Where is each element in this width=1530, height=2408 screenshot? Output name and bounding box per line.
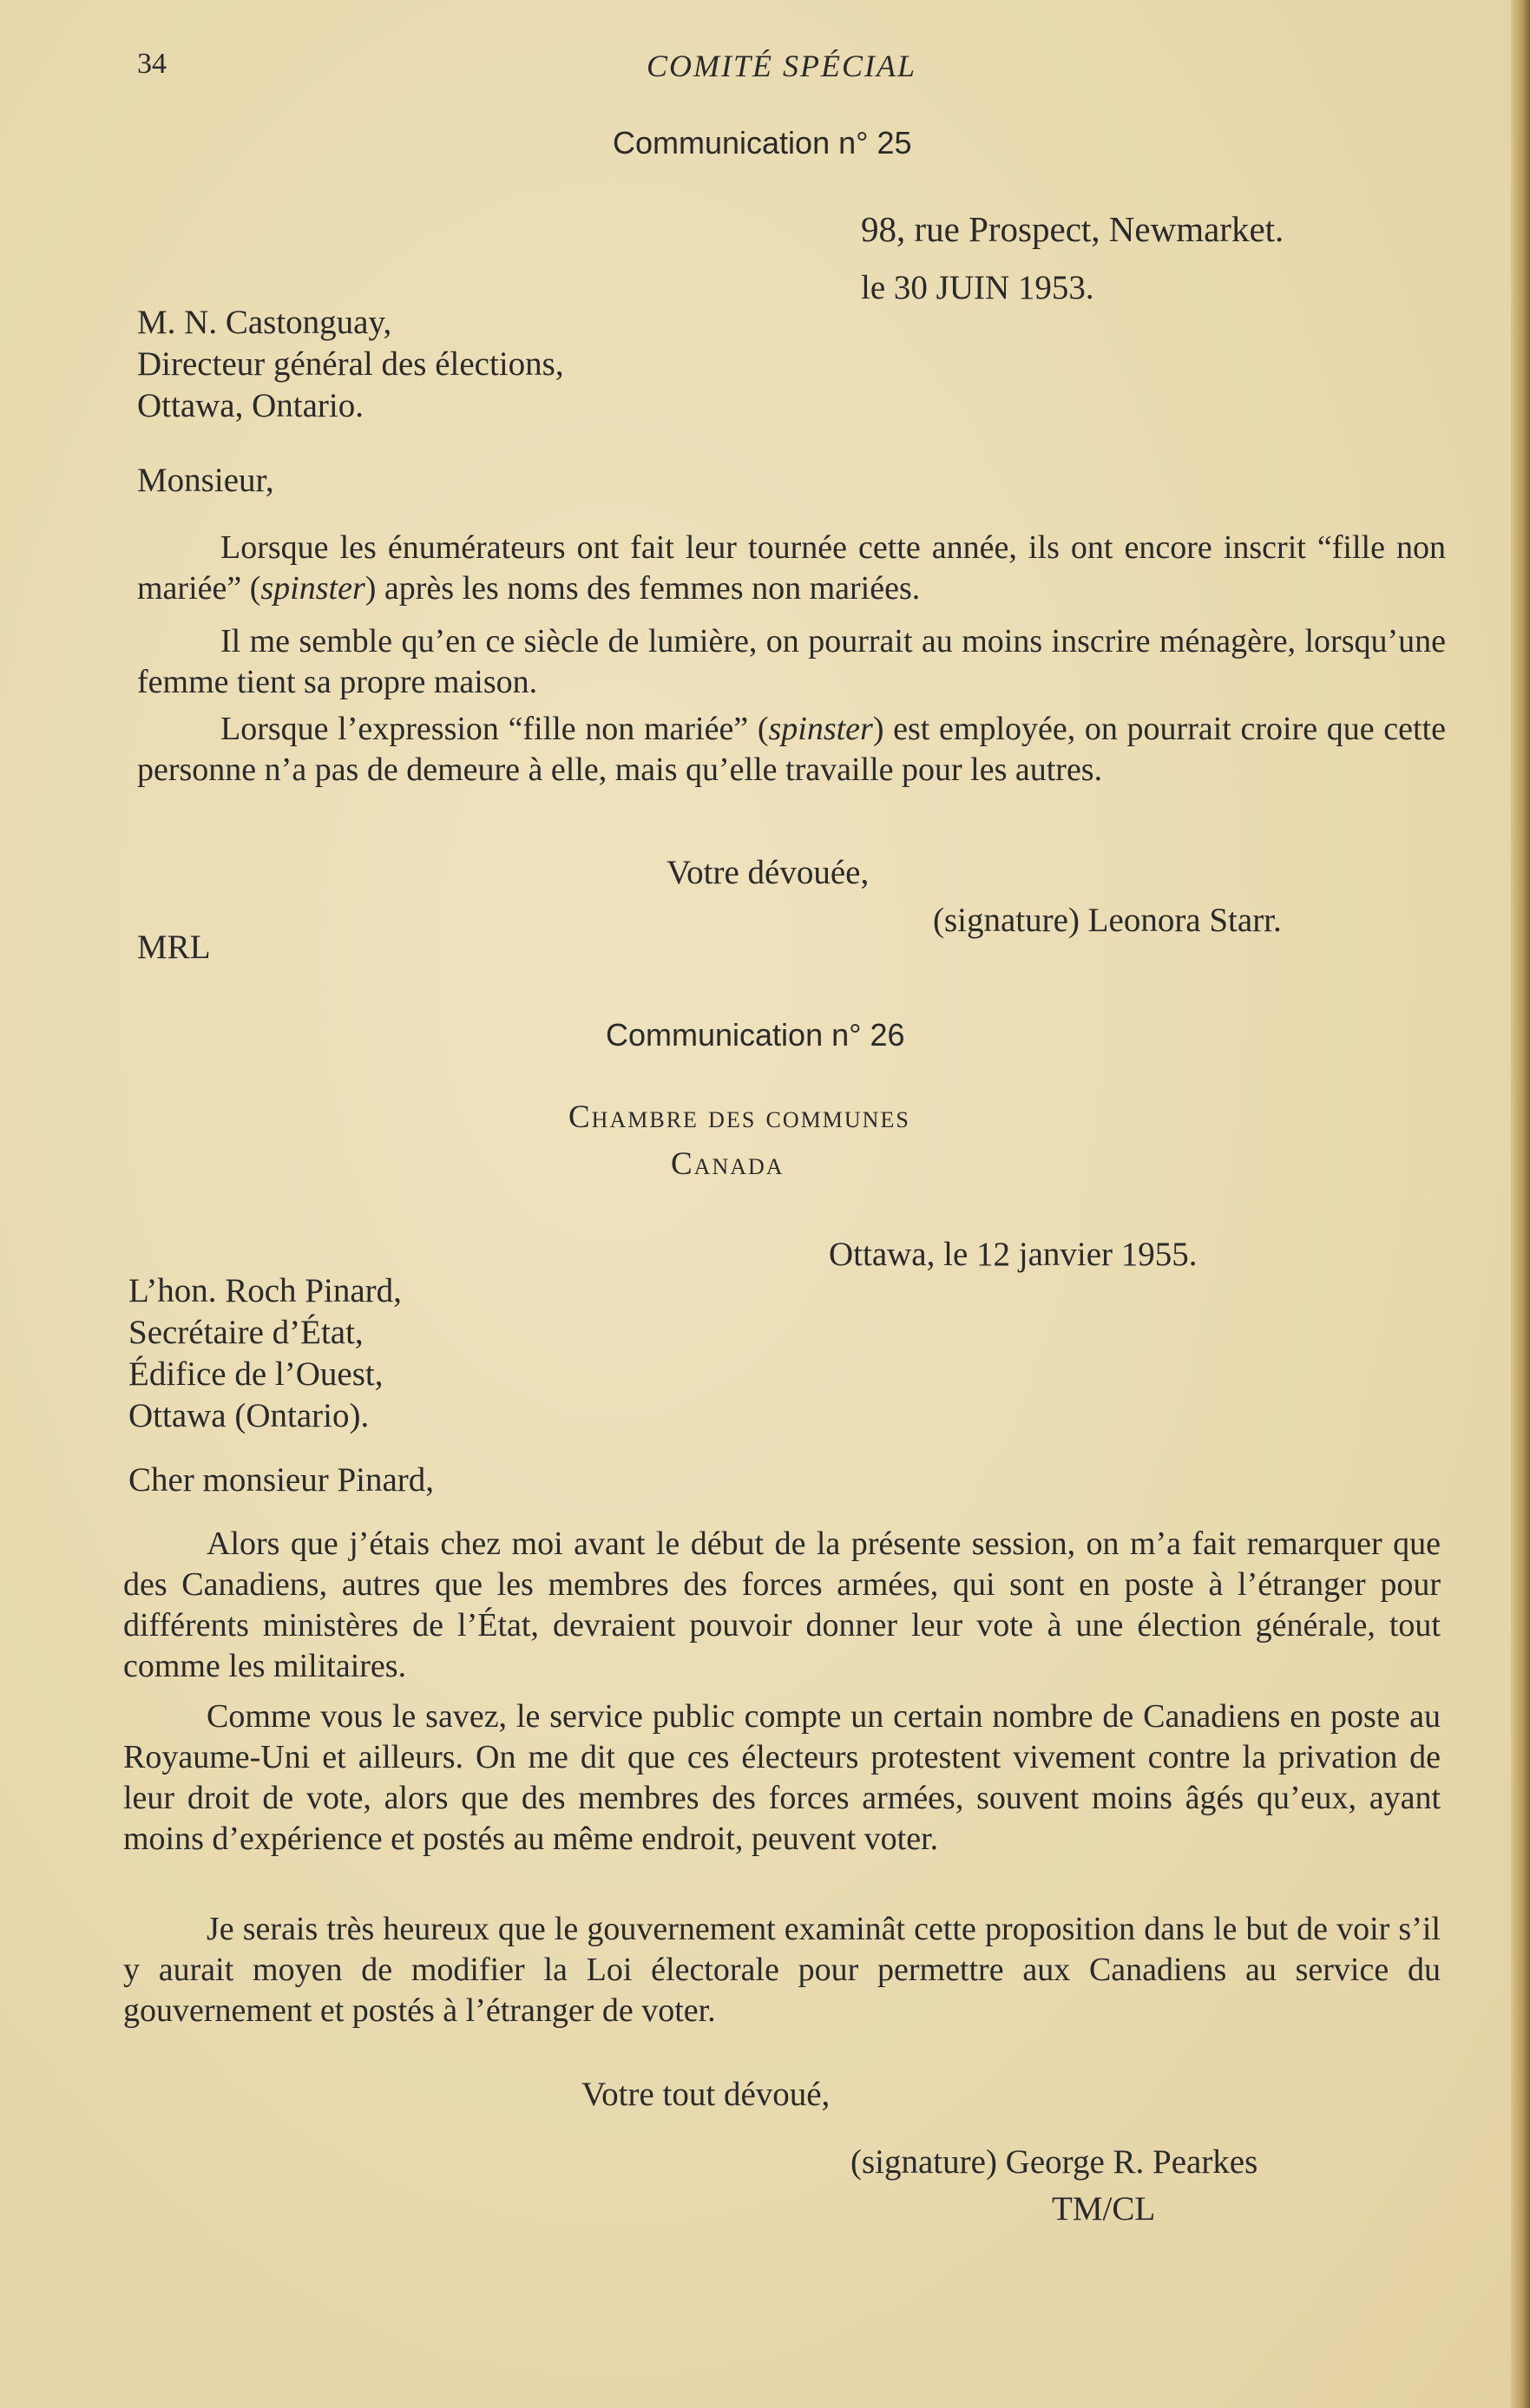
letter2-paragraph: Alors que j’étais chez moi avant le début de la présente session, on m’a fait remarquer que des Canadiens, autres que les membres des forces armées, qui sont en poste à l’étranger pour différents ministères de l’État, devraient pouvoir donner leur vote à une élection générale, tout comme les militaires. [123, 1526, 1441, 1684]
page-binding-edge [1511, 0, 1530, 2408]
letter1-initials: MRL [137, 928, 211, 966]
letter2-recipient-line: L’hon. Roch Pinard, [128, 1272, 402, 1309]
letter1-signature: (signature) Leonora Starr. [933, 902, 1282, 939]
letterhead-house-of-commons: Chambre des communes [568, 1099, 910, 1135]
communication-26-heading: Communication n° 26 [606, 1017, 905, 1053]
letter2-recipient-block [128, 1270, 402, 1437]
letterhead-canada: Canada [671, 1146, 785, 1182]
letter2-recipient-line: Ottawa (Ontario). [128, 1397, 370, 1434]
letter2-signature: (signature) George R. Pearkes [850, 2143, 1258, 2181]
letter2-recipient-line: Secrétaire d’État, [128, 1314, 364, 1351]
letter1-paragraph: Il me semble qu’en ce siècle de lumière, on pourrait au moins inscrire ménagère, lorsqu’une femme tient sa propre maison. [137, 623, 1446, 700]
letter2-paragraph: Je serais très heureux que le gouvernement examinât cette proposition dans le but de voir s’il y aurait moyen de modifier la Loi électorale pour permettre aux Canadiens au service du gouvernement et postés à l’étranger de voter. [123, 1911, 1441, 2029]
letter2-paragraph: Comme vous le savez, le service public compte un certain nombre de Canadiens en poste au Royaume-Uni et ailleurs. On me dit que ces électeurs protestent vivement contre la privation de leur droit de vote, alors que des membres des forces armées, souvent moins âgés qu’eux, ayant moins d’expérience et postés au même endroit, peuvent voter. [123, 1698, 1441, 1857]
letter1-recipient-block [137, 302, 564, 427]
letter1-date: le 30 JUIN 1953. [861, 269, 1094, 306]
communication-25-heading: Communication n° 25 [613, 125, 912, 161]
page-number: 34 [137, 48, 167, 80]
letter1-closing: Votre dévouée, [667, 854, 870, 891]
letter1-paragraph: Lorsque l’expression “fille non mariée” (spinster) est employée, on pourrait croire que cette personne n’a pas de demeure à elle, mais qu’elle travaille pour les autres. [137, 711, 1446, 788]
letter1-salutation: Monsieur, [137, 462, 274, 499]
letter2-closing: Votre tout dévoué, [581, 2076, 831, 2113]
letter2-initials: TM/CL [1052, 2190, 1156, 2228]
letter1-sender-address: 98, rue Prospect, Newmarket. [861, 209, 1284, 249]
letter1-paragraph: Lorsque les énumérateurs ont fait leur tournée cette année, ils ont encore inscrit “fille non mariée” (spinster) après les noms des femmes non mariées. [137, 529, 1446, 607]
letter2-recipient-line: Édifice de l’Ouest, [128, 1355, 384, 1393]
letter1-recipient-line: M. N. Castonguay, [137, 304, 392, 341]
running-title: COMITÉ SPÉCIAL [647, 49, 916, 83]
letter2-date: Ottawa, le 12 janvier 1955. [829, 1236, 1198, 1273]
letter1-recipient-line: Directeur général des élections, [137, 345, 564, 383]
letter1-recipient-line: Ottawa, Ontario. [137, 387, 364, 424]
letter2-salutation: Cher monsieur Pinard, [128, 1461, 435, 1499]
